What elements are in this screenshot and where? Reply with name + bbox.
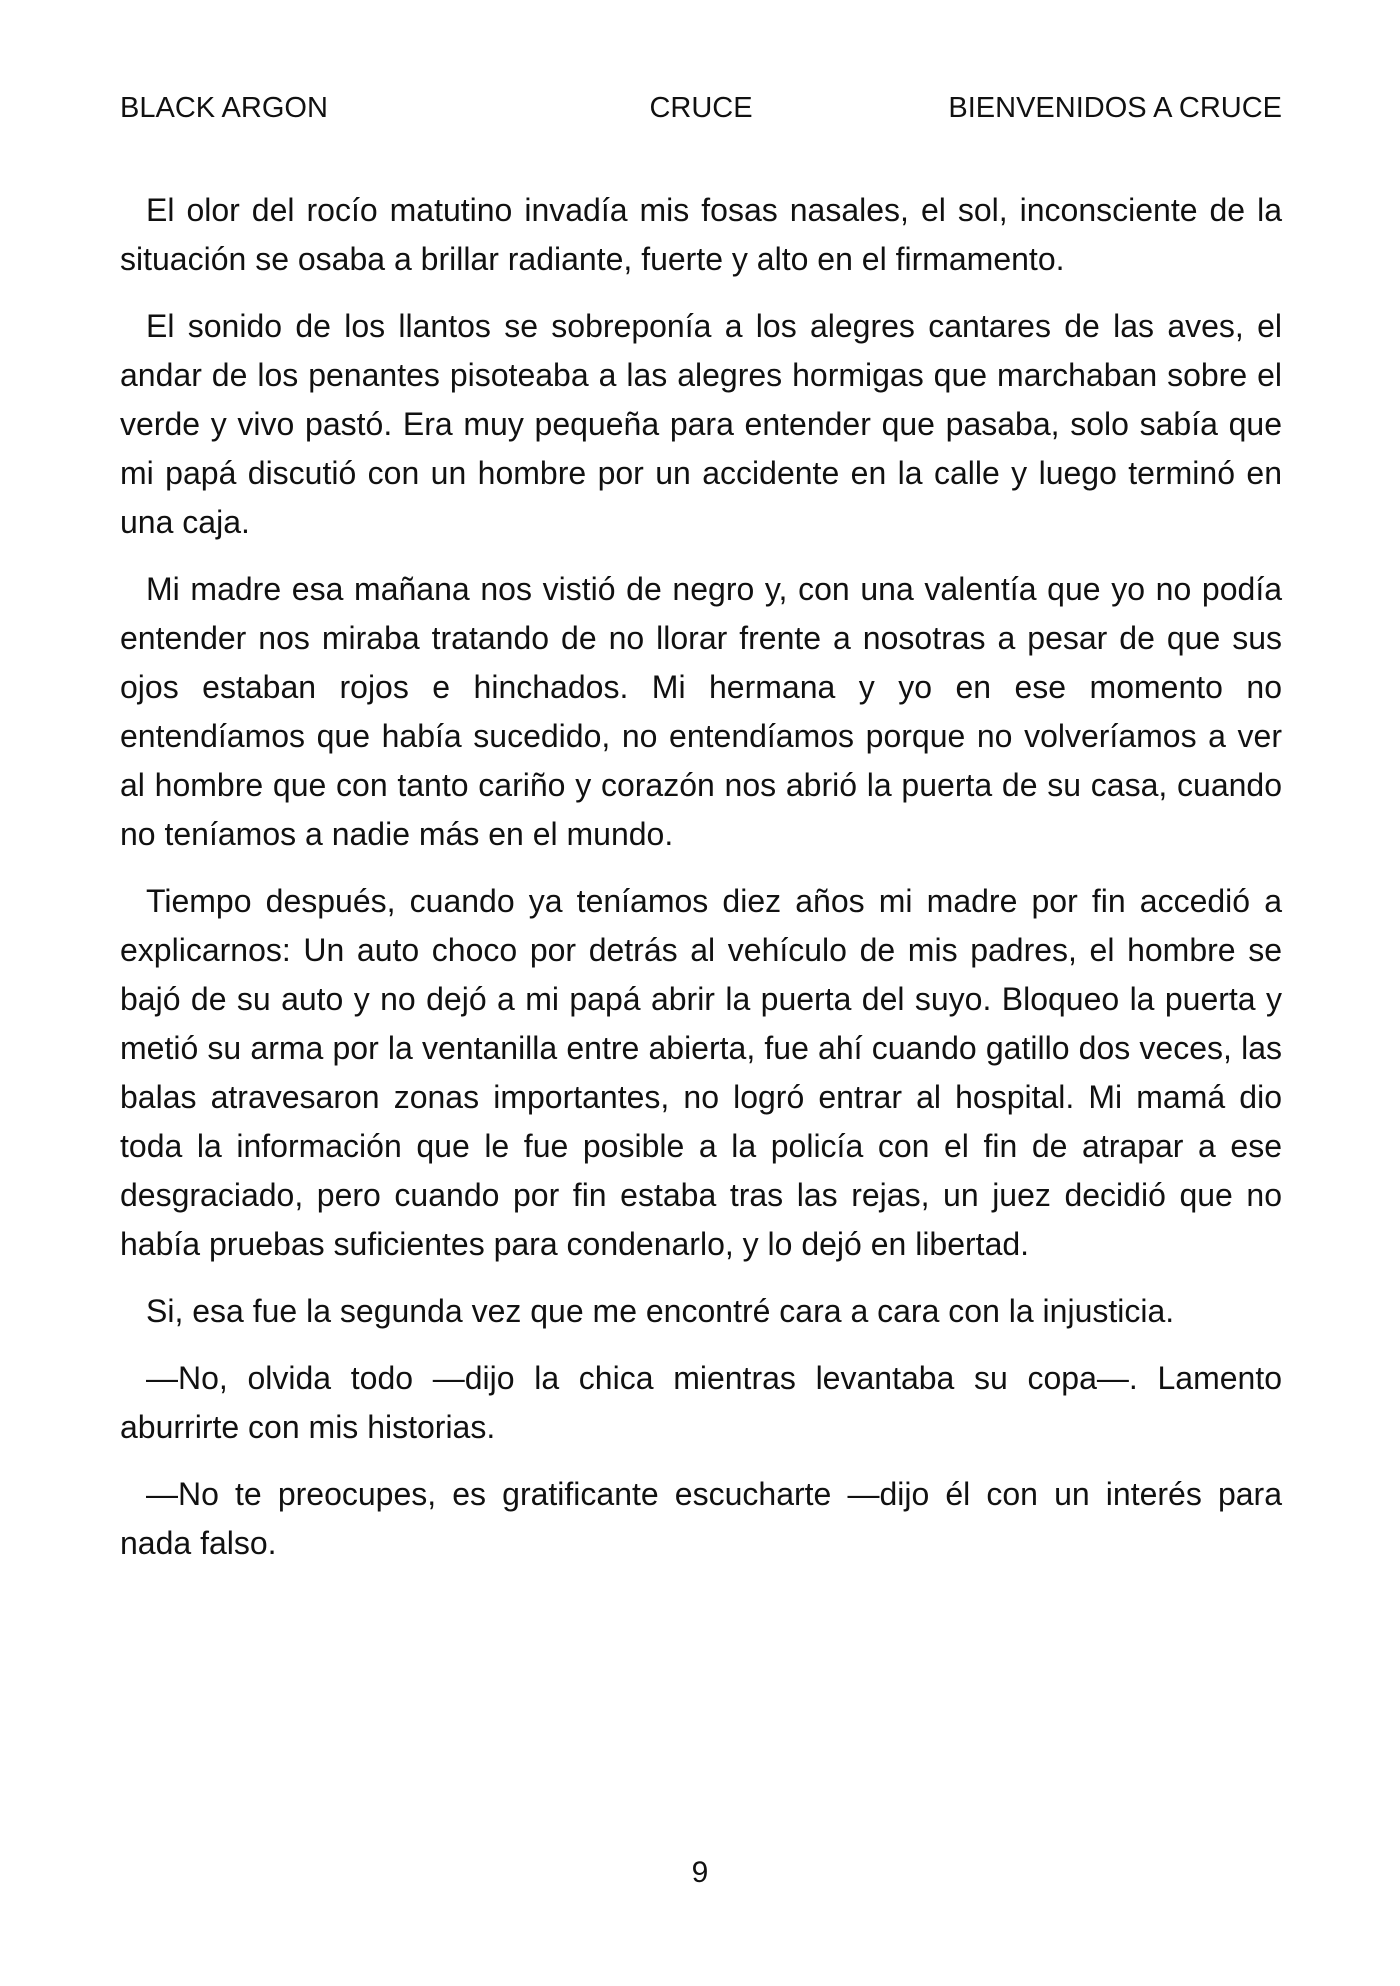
paragraph: —No te preocupes, es gratificante escucharte —dijo él con un interés para nada falso. <box>120 1476 1282 1561</box>
paragraph: Tiempo después, cuando ya teníamos diez años mi madre por fin accedió a explicarnos: Un auto choco por detrás al vehículo de mis padres, el hombre se bajó de su auto y no dejó a mi papá abrir la puerta del suyo. Bloqueo la puerta y metió su arma por la ventanilla entre abierta, fue ahí cuando gatillo dos veces, las balas atravesaron zonas importantes, no logró entrar al hospital. Mi mamá dio toda la información que le fue posible a la policía con el fin de atrapar a ese desgraciado, pero cuando por fin estaba tras las rejas, un juez decidió que no había pruebas suficientes para condenarlo, y lo dejó en libertad. <box>120 883 1282 1262</box>
header-book-title: CRUCE <box>649 92 753 124</box>
header-author: BLACK ARGON <box>120 92 328 124</box>
page-number: 9 <box>691 1856 709 1889</box>
paragraph: El sonido de los llantos se sobreponía a los alegres cantares de las aves, el andar de los penantes pisoteaba a las alegres hormigas que marchaban sobre el verde y vivo pastó. Era muy pequeña para entender que pasaba, solo sabía que mi papá discutió con un hombre por un accidente en la calle y luego terminó en una caja. <box>120 308 1282 540</box>
running-header <box>120 88 1282 128</box>
paragraph: Si, esa fue la segunda vez que me encontré cara a cara con la injusticia. <box>146 1293 1175 1329</box>
paragraph: —No, olvida todo —dijo la chica mientras levantaba su copa—. Lamento aburrirte con mis historias. <box>120 1360 1282 1445</box>
body-text <box>120 186 1282 1586</box>
paragraph: Mi madre esa mañana nos vistió de negro y, con una valentía que yo no podía entender nos miraba tratando de no llorar frente a nosotras a pesar de que sus ojos estaban rojos e hinchados. Mi hermana y yo en ese momento no entendíamos que había sucedido, no entendíamos porque no volveríamos a ver al hombre que con tanto cariño y corazón nos abrió la puerta de su casa, cuando no teníamos a nadie más en el mundo. <box>120 571 1282 852</box>
paragraph: El olor del rocío matutino invadía mis fosas nasales, el sol, inconsciente de la situación se osaba a brillar radiante, fuerte y alto en el firmamento. <box>120 192 1282 277</box>
header-chapter-title: BIENVENIDOS A CRUCE <box>948 92 1282 124</box>
